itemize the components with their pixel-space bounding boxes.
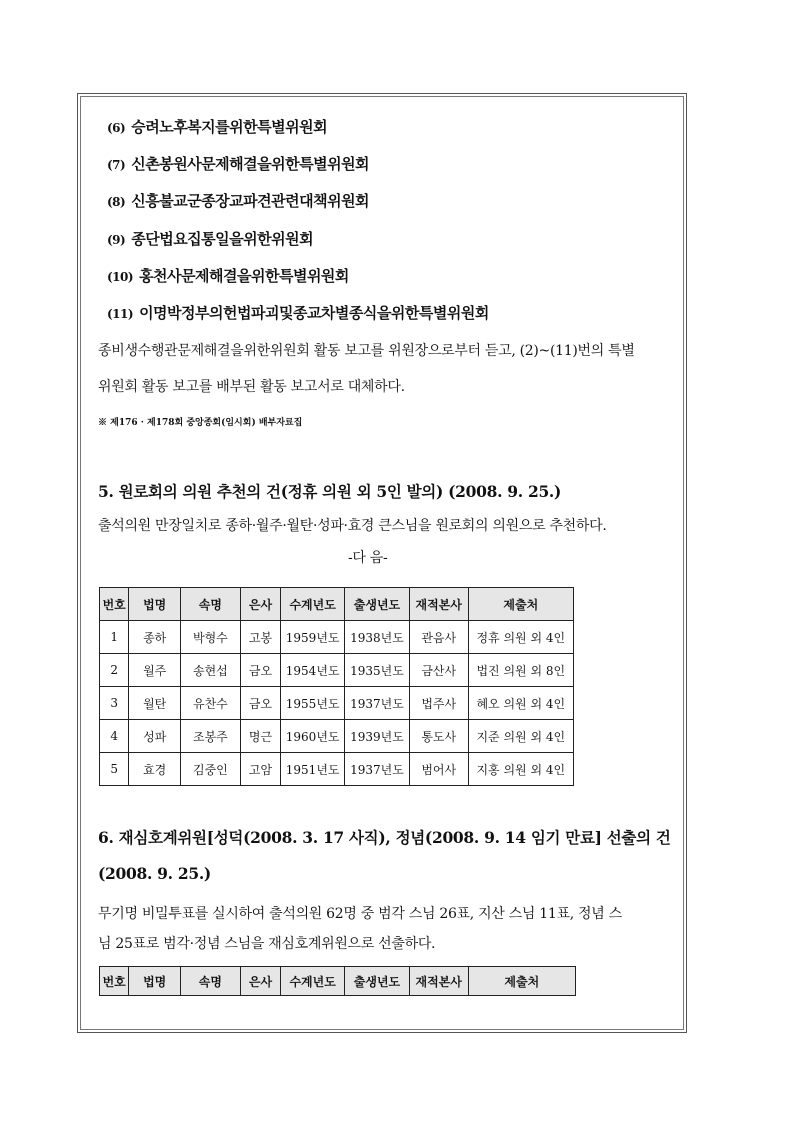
committee-number: (10) — [107, 270, 134, 284]
column-header: 출생년도 — [345, 588, 410, 621]
column-header: 속명 — [181, 967, 241, 996]
table-row — [100, 687, 574, 720]
column-header: 제출처 — [468, 588, 573, 621]
table-cell: 유찬수 — [181, 687, 241, 720]
column-header: 법명 — [129, 588, 181, 621]
table-cell: 1935년도 — [345, 654, 410, 687]
committee-label: 승려노후복지를위한특별위원회 — [131, 118, 328, 136]
table-cell: 김중인 — [181, 753, 241, 786]
table-cell: 금산사 — [409, 654, 468, 687]
table-cell: 관음사 — [409, 621, 468, 654]
table-cell: 1937년도 — [345, 687, 410, 720]
table-cell: 고봉 — [240, 621, 281, 654]
table-cell: 1954년도 — [281, 654, 345, 687]
committee-number: (7) — [107, 158, 126, 172]
column-header: 법명 — [129, 967, 181, 996]
section-6-heading: 6. 재심호계위원[성덕(2008. 3. 17 사직), 정념(2008. 9. 14 임기 만료] 선출의 건 — [98, 828, 671, 847]
column-header: 번호 — [100, 588, 129, 621]
table-cell: 조봉주 — [181, 720, 241, 753]
committee-number: (8) — [107, 195, 126, 209]
table-cell: 1938년도 — [345, 621, 410, 654]
table-cell: 1960년도 — [281, 720, 345, 753]
column-header: 제출처 — [468, 967, 575, 996]
committee-item — [107, 116, 327, 137]
table-cell: 법진 의원 외 8인 — [468, 654, 573, 687]
table-cell: 송현섭 — [181, 654, 241, 687]
column-header: 번호 — [100, 967, 129, 996]
table-cell: 1 — [100, 621, 129, 654]
committee-item — [107, 153, 369, 174]
report-paragraph-line: 위원회 활동 보고를 배부된 활동 보고서로 대체하다. — [98, 379, 405, 395]
committee-label: 신촌봉원사문제해결을위한특별위원회 — [131, 155, 370, 173]
committee-item — [107, 228, 313, 249]
table-cell: 종하 — [129, 621, 181, 654]
table-cell: 1955년도 — [281, 687, 345, 720]
table-cell: 정휴 의원 외 4인 — [468, 621, 573, 654]
table-cell: 지준 의원 외 4인 — [468, 720, 573, 753]
table-cell: 혜오 의원 외 4인 — [468, 687, 573, 720]
section-5-heading: 5. 원로회의 의원 추천의 건(정휴 의원 외 5인 발의) (2008. 9. 25.) — [98, 482, 562, 501]
table-cell: 금오 — [240, 654, 281, 687]
table-cell: 3 — [100, 687, 129, 720]
section-6-body-line: 무기명 비밀투표를 실시하여 출석의원 62명 중 범각 스님 26표, 지산 스님 11표, 정념 스 — [98, 906, 622, 922]
table-election — [99, 966, 576, 996]
table-cell: 월탄 — [129, 687, 181, 720]
table-row — [100, 654, 574, 687]
column-header: 은사 — [240, 588, 281, 621]
center-label: -다 음- — [348, 550, 388, 566]
table-cell: 성파 — [129, 720, 181, 753]
table-cell: 1951년도 — [281, 753, 345, 786]
table-header-row — [100, 967, 576, 996]
committee-number: (6) — [107, 121, 126, 135]
committee-label: 이명박정부의헌법파괴및종교차별종식을위한특별위원회 — [139, 304, 489, 322]
committee-label: 종단법요집통일을위한위원회 — [131, 230, 314, 248]
report-paragraph-line: 종비생수행관문제해결을위한위원회 활동 보고를 위원장으로부터 듣고, (2)~(11)번의 특별 — [98, 343, 635, 359]
column-header: 은사 — [240, 967, 281, 996]
table-cell: 월주 — [129, 654, 181, 687]
committee-item — [107, 190, 369, 211]
table-cell: 범어사 — [409, 753, 468, 786]
committee-number: (11) — [107, 307, 134, 321]
table-cell: 1959년도 — [281, 621, 345, 654]
table-cell: 박형수 — [181, 621, 241, 654]
column-header: 출생년도 — [345, 967, 410, 996]
table-cell: 지홍 의원 외 4인 — [468, 753, 573, 786]
table-row — [100, 720, 574, 753]
table-cell: 1937년도 — [345, 753, 410, 786]
table-cell: 고암 — [240, 753, 281, 786]
table-row — [100, 621, 574, 654]
table-header-row — [100, 588, 574, 621]
column-header: 속명 — [181, 588, 241, 621]
table-recommendations — [99, 587, 574, 786]
table-cell: 5 — [100, 753, 129, 786]
section-6-heading-date: (2008. 9. 25.) — [98, 864, 211, 883]
table-cell: 2 — [100, 654, 129, 687]
table-cell: 통도사 — [409, 720, 468, 753]
table-cell: 1939년도 — [345, 720, 410, 753]
column-header: 재적본사 — [409, 967, 468, 996]
committee-label: 신흥불교군종장교파견관련대책위원회 — [131, 192, 370, 210]
committee-item — [107, 302, 489, 323]
section-5-body: 출석의원 만장일치로 종하·월주·월탄·성파·효경 큰스님을 원로회의 의원으로 추천하다. — [98, 518, 607, 534]
table-row — [100, 753, 574, 786]
table-cell: 명근 — [240, 720, 281, 753]
table-cell: 금오 — [240, 687, 281, 720]
table-cell: 4 — [100, 720, 129, 753]
committee-item — [107, 265, 349, 286]
column-header: 재적본사 — [409, 588, 468, 621]
committee-number: (9) — [107, 233, 126, 247]
table-cell: 효경 — [129, 753, 181, 786]
committee-label: 홍천사문제해결을위한특별위원회 — [139, 267, 349, 285]
section-6-body-line: 님 25표로 범각·정념 스님을 재심호계위원으로 선출하다. — [98, 936, 436, 952]
column-header: 수계년도 — [281, 967, 345, 996]
table-cell: 법주사 — [409, 687, 468, 720]
footnote: ※ 제176 · 제178회 중앙종회(임시회) 배부자료집 — [98, 418, 303, 428]
column-header: 수계년도 — [281, 588, 345, 621]
